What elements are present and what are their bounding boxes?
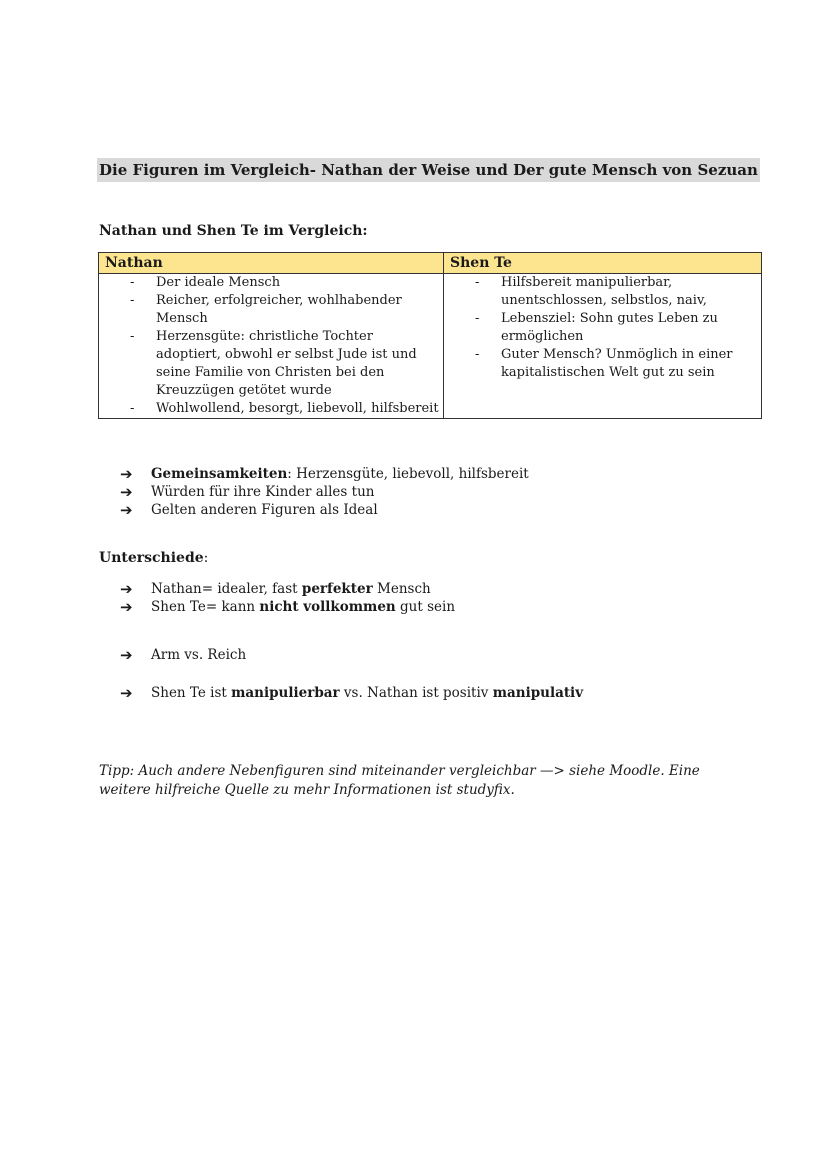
list-item: [120, 465, 529, 483]
emphasis: manipulierbar: [231, 685, 340, 701]
list-item-text: gut sein: [395, 599, 456, 615]
comparison-subtitle: Nathan und Shen Te im Vergleich:: [99, 223, 368, 239]
similarities-list: [120, 465, 529, 519]
header-nathan: Nathan: [99, 253, 444, 274]
arrow-right-icon: ➔: [120, 580, 133, 598]
similarities-text: : Herzensgüte, liebevoll, hilfsbereit: [287, 466, 529, 482]
list-item-text: vs. Nathan ist positiv: [339, 685, 493, 701]
list-item: [120, 646, 246, 664]
list-item-text: Würden für ihre Kinder alles tun: [151, 484, 375, 500]
list-item: [120, 483, 529, 501]
differences-list-b: [120, 646, 246, 664]
comparison-table: [98, 252, 762, 419]
list-item-text: Nathan= idealer, fast: [151, 581, 302, 597]
list-item: [120, 501, 529, 519]
arrow-right-icon: ➔: [120, 646, 133, 664]
list-item: [120, 684, 583, 702]
list-item: - Der ideale Mensch: [99, 274, 439, 292]
shen-te-cell: [444, 274, 762, 419]
differences-list-c: [120, 684, 583, 702]
list-item: [120, 598, 455, 616]
list-item-text: Shen Te ist: [151, 685, 232, 701]
list-item: [120, 580, 455, 598]
emphasis: manipulativ: [492, 685, 584, 701]
differences-label: Unterschiede: [99, 550, 204, 566]
arrow-right-icon: ➔: [120, 598, 133, 616]
nathan-cell: [99, 274, 444, 419]
document-title: Die Figuren im Vergleich- Nathan der Weise und Der gute Mensch von Sezuan: [97, 158, 760, 182]
header-shen-te: Shen Te: [444, 253, 762, 274]
list-item-text: Mensch: [372, 581, 431, 597]
table-row: [99, 274, 762, 419]
list-item-text: Arm vs. Reich: [151, 647, 247, 663]
table-header-row: [99, 253, 762, 274]
arrow-right-icon: ➔: [120, 483, 133, 501]
list-item-text: Gelten anderen Figuren als Ideal: [151, 502, 378, 518]
differences-heading: [99, 548, 208, 568]
shen-te-traits-list: [444, 274, 761, 382]
arrow-right-icon: ➔: [120, 465, 133, 483]
arrow-right-icon: ➔: [120, 501, 133, 519]
emphasis: perfekter: [301, 581, 373, 597]
list-item: - Hilfsbereit manipulierbar, unentschlossen, selbstlos, naiv,: [444, 274, 757, 310]
list-item: - Herzensgüte: christliche Tochter adoptiert, obwohl er selbst Jude ist und seine Familie von Christen bei den Kreuzzügen getötet wurde: [99, 328, 439, 400]
list-item: - Lebensziel: Sohn gutes Leben zu ermöglichen: [444, 310, 757, 346]
tip-paragraph: Tipp: Auch andere Nebenfiguren sind miteinander vergleichbar —> siehe Moodle. Eine weitere hilfreiche Quelle zu mehr Informationen ist studyfix.: [99, 763, 700, 798]
list-item-text: Shen Te= kann: [151, 599, 260, 615]
similarities-label: Gemeinsamkeiten: [151, 466, 288, 482]
emphasis: nicht vollkommen: [259, 599, 396, 615]
differences-list-a: [120, 580, 455, 616]
list-item: - Wohlwollend, besorgt, liebevoll, hilfsbereit: [99, 400, 439, 418]
arrow-right-icon: ➔: [120, 684, 133, 702]
nathan-traits-list: [99, 274, 443, 418]
differences-colon: :: [203, 550, 209, 566]
list-item: - Reicher, erfolgreicher, wohlhabender Mensch: [99, 292, 439, 328]
list-item: - Guter Mensch? Unmöglich in einer kapitalistischen Welt gut zu sein: [444, 346, 757, 382]
